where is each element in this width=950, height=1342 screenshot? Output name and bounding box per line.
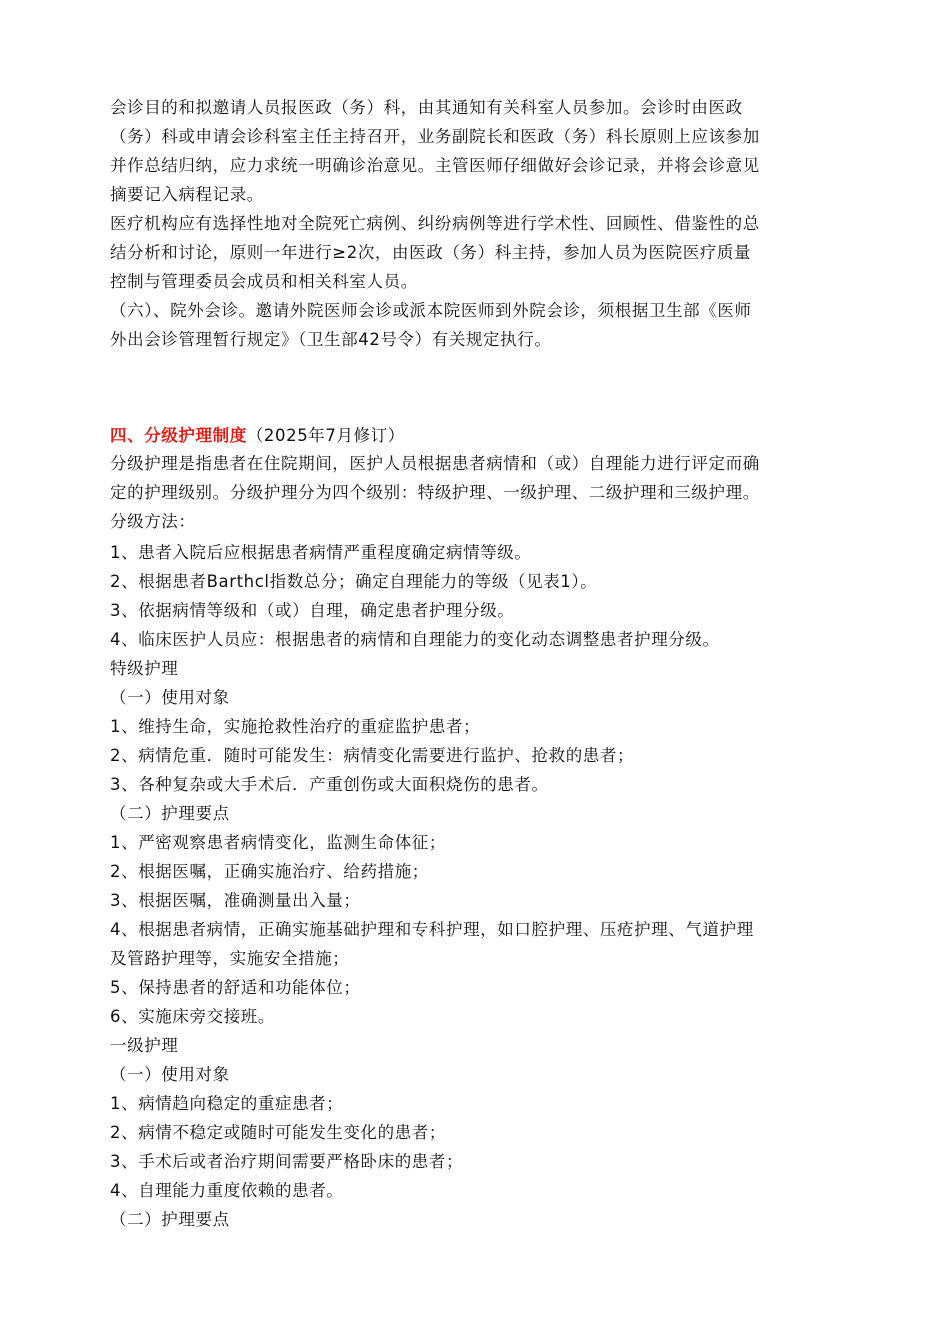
body-line-9: （一）使用对象: [110, 688, 230, 707]
section-title: 四、分级护理制度: [110, 426, 247, 445]
consult-line-3: 并作总结归纳，应力求统一明确诊治意见。主管医师仔细做好会诊记录，并将会诊意见: [110, 156, 760, 175]
body-line-26: 4、自理能力重度依赖的患者。: [110, 1181, 344, 1200]
body-line-3: 分级方法：: [110, 512, 196, 531]
body-line-1: 分级护理是指患者在住院期间，医护人员根据患者病情和（或）自理能力进行评定而确: [110, 454, 760, 473]
body-line-14: 1、严密观察患者病情变化，监测生命体征；: [110, 833, 446, 852]
body-line-7: 4、临床医护人员应：根据患者的病情和自理能力的变化动态调整患者护理分级。: [110, 630, 720, 649]
consult-line-2: （务）科或申请会诊科室主任主持召开，业务副院长和医政（务）科长原则上应该参加: [110, 127, 760, 146]
body-line-6: 3、依据病情等级和（或）自理，确定患者护理分级。: [110, 601, 515, 620]
body-line-17: 4、根据患者病情，正确实施基础护理和专科护理，如口腔护理、压疮护理、气道护理: [110, 920, 754, 939]
consult-line-9: 外出会诊管理暂行规定》（卫生部42号令）有关规定执行。: [110, 330, 552, 349]
body-line-4: 1、患者入院后应根据患者病情严重程度确定病情等级。: [110, 543, 532, 562]
section-revision: （2025年7月修订）: [246, 426, 405, 445]
body-line-19: 5、保持患者的舒适和功能体位；: [110, 978, 361, 997]
body-line-11: 2、病情危重．随时可能发生：病情变化需要进行监护、抢救的患者；: [110, 746, 635, 765]
body-line-13: （二）护理要点: [110, 804, 230, 823]
body-line-25: 3、手术后或者治疗期间需要严格卧床的患者；: [110, 1152, 464, 1171]
body-line-21: 一级护理: [110, 1036, 179, 1055]
body-line-24: 2、病情不稳定或随时可能发生变化的患者；: [110, 1123, 446, 1142]
body-line-23: 1、病情趋向稳定的重症患者；: [110, 1094, 344, 1113]
body-line-22: （一）使用对象: [110, 1065, 230, 1084]
body-line-18: 及管路护理等，实施安全措施；: [110, 949, 350, 968]
body-line-15: 2、根据医嘱，正确实施治疗、给药措施；: [110, 862, 429, 881]
body-line-8: 特级护理: [110, 659, 179, 678]
consult-line-6: 结分析和讨论，原则一年进行≥2次，由医政（务）科主持，参加人员为医院医疗质量: [110, 243, 752, 262]
section-heading: [110, 424, 850, 448]
body-line-16: 3、根据医嘱，准确测量出入量；: [110, 891, 361, 910]
consult-line-7: 控制与管理委员会成员和相关科室人员。: [110, 272, 418, 291]
body-line-27: （二）护理要点: [110, 1210, 230, 1229]
body-line-20: 6、实施床旁交接班。: [110, 1007, 275, 1026]
consult-line-5: 医疗机构应有选择性地对全院死亡病例、纠纷病例等进行学术性、回顾性、借鉴性的总: [110, 214, 760, 233]
body-line-5: 2、根据患者Barthcl指数总分；确定自理能力的等级（见表1）。: [110, 572, 598, 591]
body-line-2: 定的护理级别。分级护理分为四个级别：特级护理、一级护理、二级护理和三级护理。: [110, 483, 760, 502]
consult-line-1: 会诊目的和拟邀请人员报医政（务）科，由其通知有关科室人员参加。会诊时由医政: [110, 98, 743, 117]
body-line-10: 1、维持生命，实施抢救性治疗的重症监护患者；: [110, 717, 481, 736]
consult-line-8: （六）、院外会诊。邀请外院医师会诊或派本院医师到外院会诊，须根据卫生部《医师: [110, 301, 752, 320]
body-line-12: 3、各种复杂或大手术后．产重创伤或大面积烧伤的患者。: [110, 775, 549, 794]
consult-line-4: 摘要记入病程记录。: [110, 185, 264, 204]
